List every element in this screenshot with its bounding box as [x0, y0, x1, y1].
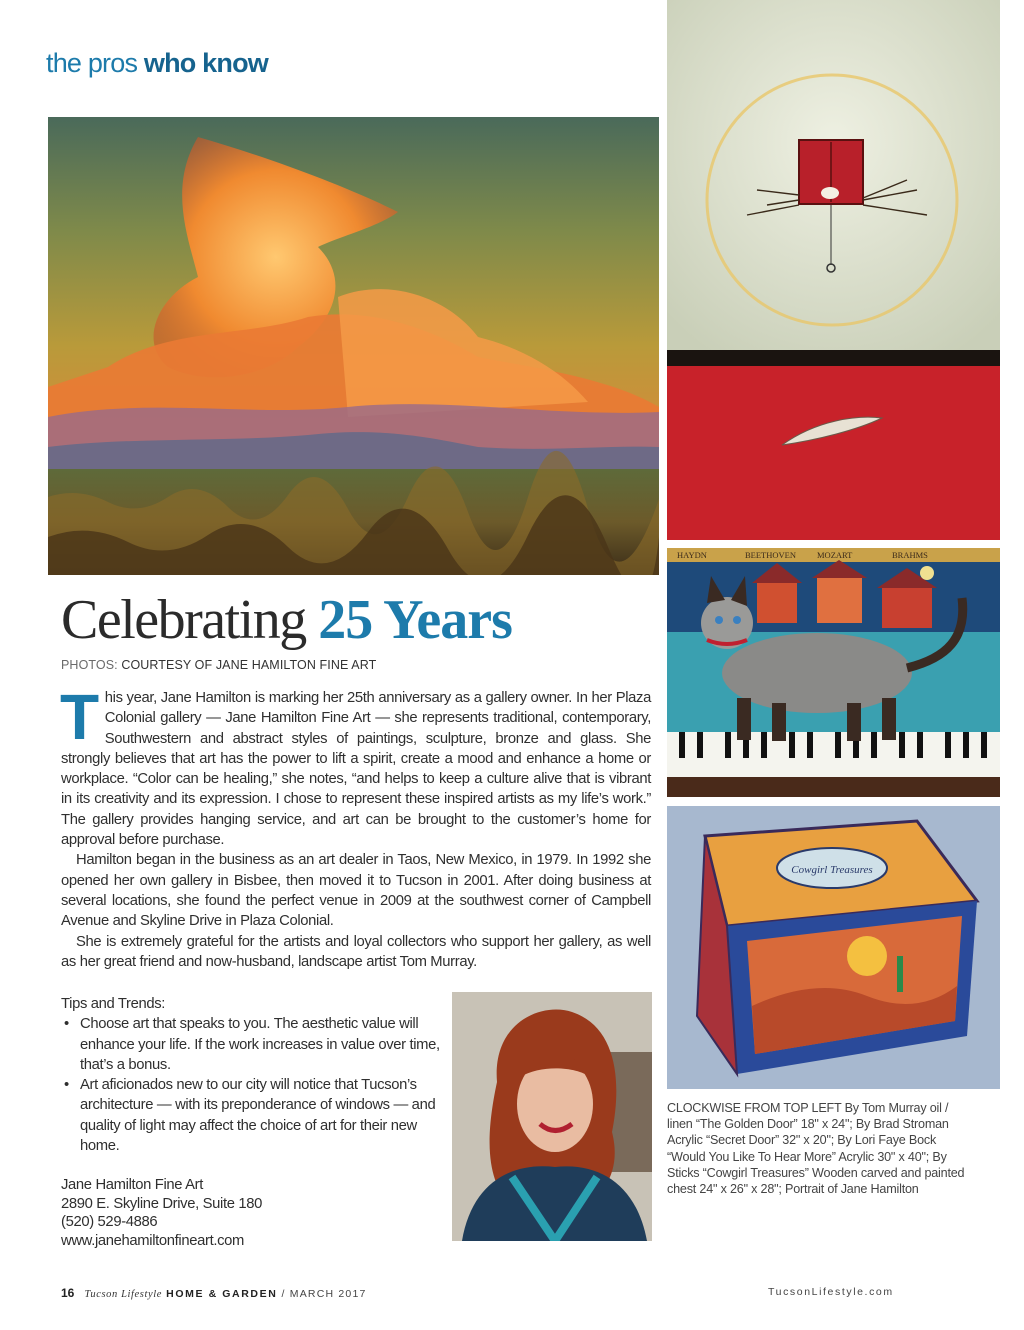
banner-composer-3: MOZART: [817, 550, 853, 560]
banner-composer-2: BEETHOVEN: [745, 550, 796, 560]
tips-box: [61, 994, 441, 1156]
footer-separator: /: [281, 1288, 286, 1300]
gallery-street: 2890 E. Skyline Drive, Suite 180: [61, 1195, 263, 1212]
portrait-jane-hamilton: [452, 992, 652, 1241]
secret-door-painting: [667, 0, 1000, 540]
cowgirl-treasures-chest: [667, 806, 1000, 1089]
photo-caption: CLOCKWISE FROM TOP LEFT By Tom Murray oil / linen “The Golden Door” 18" x 24"; By Brad Stroman Acrylic “Secret Door” 32" x 20"; By Lori Faye Bock “Would You Like To Hear More” Acrylic 30" x 40"; By Sticks “Cowgirl Treasures” Wooden carved and painted chest 24" x 26" x 28"; Portrait of Jane Hamilton: [667, 1101, 965, 1197]
cat-piano-painting: [667, 548, 1000, 797]
gallery-phone[interactable]: (520) 529-4886: [61, 1214, 158, 1230]
paragraph-1: [60, 681, 651, 850]
section-header: [46, 48, 268, 79]
magazine-name: Tucson Lifestyle: [84, 1289, 163, 1300]
issue-date: MARCH 2017: [289, 1288, 367, 1300]
landscape-painting: [48, 117, 659, 575]
tips-heading: Tips and Trends:: [61, 996, 166, 1012]
article-body: [60, 681, 651, 972]
banner-composer-1: HAYDN: [677, 550, 707, 560]
headline-bold: 25 Years: [318, 589, 512, 651]
tip-item: • Art aficionados new to our city will notice that Tucson’s architecture — with its preponderance of windows — and quality of light may affect the choice of art for their new home.: [61, 1075, 441, 1156]
section-prefix: the pros: [46, 48, 138, 78]
tip-item: • Choose art that speaks to you. The aesthetic value will enhance your life. If the work increases in value over time, that’s a bonus.: [61, 1014, 441, 1075]
footer-website[interactable]: TucsonLifestyle.com: [768, 1286, 894, 1298]
headline: [61, 588, 512, 652]
paragraph-2: Hamilton began in the business as an art dealer in Taos, New Mexico, in 1979. In 1992 she opened her own gallery in Bisbee, then moved it to Tucson in 2001. After doing business at several locations, she found the perfect venue in 2009 at the southwest corner of Campbell Avenue and Skyline Drive in Plaza Colonial.: [61, 852, 651, 930]
banner-composer-4: BRAHMS: [892, 550, 928, 560]
gallery-name: Jane Hamilton Fine Art: [61, 1177, 203, 1193]
drop-cap: T: [60, 681, 99, 753]
section-emphasis: who know: [143, 48, 268, 78]
gallery-website-link[interactable]: www.janehamiltonfineart.com: [61, 1232, 244, 1249]
chest-lettering: Cowgirl Treasures: [791, 864, 873, 876]
gallery-address: [61, 1176, 262, 1250]
photo-credit-text: COURTESY OF JANE HAMILTON FINE ART: [121, 658, 377, 672]
photo-credit: [61, 658, 376, 672]
magazine-section: HOME & GARDEN: [166, 1288, 278, 1300]
paragraph-1-text: his year, Jane Hamilton is marking her 25th anniversary as a gallery owner. In her Plaza Colonial gallery — Jane Hamilton Fine Art — she represents traditional, contemporary, Southwestern and abstract styles of paintings, sculpture, bronze and glass. She strongly believes that art has the power to lift a spirit, create a mood and enhance a home or workplace. “Color can be healing,” she notes, “and helps to keep a culture alive that is vibrant in its creativity and its expression. I chose to represent these inspired artists as my life’s work.” The gallery provides hanging service, and art can be brought to the customer’s home for approval before purchase.: [61, 690, 651, 849]
page-number: 16: [61, 1286, 75, 1300]
footer-folio: [61, 1286, 367, 1300]
paragraph-3: She is extremely grateful for the artists and loyal collectors who support her gallery, as well as her great friend and now-husband, landscape artist Tom Murray.: [61, 933, 651, 970]
photo-credit-label: PHOTOS:: [61, 658, 118, 672]
tips-list: [61, 1014, 441, 1156]
headline-light: Celebrating: [61, 589, 306, 651]
